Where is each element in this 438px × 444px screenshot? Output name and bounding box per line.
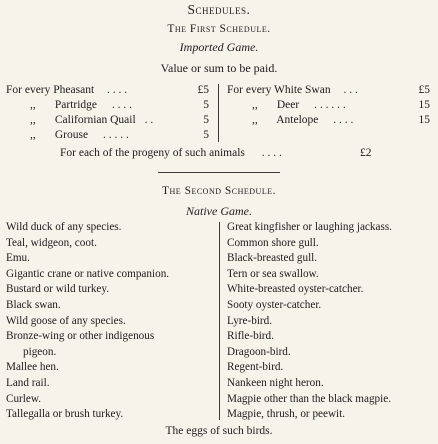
native-game-heading: Native Game. bbox=[186, 204, 252, 218]
second-schedule-right bbox=[227, 220, 437, 423]
list-item: Tern or sea swallow. bbox=[227, 267, 319, 280]
second-schedule-heading: The Second Schedule. bbox=[162, 185, 276, 197]
amount: £5 bbox=[197, 84, 209, 96]
list-item: Sooty oyster-catcher. bbox=[227, 298, 322, 311]
list-item: Great kingfisher or laughing jackass. bbox=[227, 221, 392, 233]
list-item: Black swan. bbox=[6, 298, 61, 311]
list-item: Wild goose of any species. bbox=[6, 314, 126, 327]
list-item: Nankeen night heron. bbox=[227, 376, 324, 389]
amount: 15 bbox=[418, 114, 430, 126]
list-item: Tallegalla or brush turkey. bbox=[6, 408, 124, 421]
column-divider bbox=[218, 84, 219, 142]
value-line: Value or sum to be paid. bbox=[160, 61, 278, 75]
section-rule bbox=[158, 172, 280, 173]
progeny-line: For each of the progeny of such animals . . . . bbox=[60, 147, 282, 159]
list-item: Dragoon-bird. bbox=[227, 345, 291, 358]
amount: 5 bbox=[203, 129, 209, 141]
list-item: Common shore gull. bbox=[227, 236, 319, 249]
amount: 15 bbox=[418, 99, 430, 111]
list-item: White-breasted oyster-catcher. bbox=[227, 283, 364, 296]
imported-game-heading: Imported Game. bbox=[179, 40, 259, 54]
left-row: ,, Partridge . . . . bbox=[30, 99, 133, 111]
list-item: Magpie other than the black magpie. bbox=[227, 392, 392, 405]
list-item: Black-breasted gull. bbox=[227, 252, 318, 265]
list-item: Wild duck of any species. bbox=[6, 221, 122, 233]
amount: 5 bbox=[203, 99, 209, 111]
footer-line: The eggs of such birds. bbox=[165, 425, 273, 437]
right-row: ,, Deer . . . . . . bbox=[252, 99, 346, 111]
list-item: Bronze-wing or other indigenous bbox=[6, 330, 155, 343]
list-item: Land rail. bbox=[6, 376, 50, 389]
list-item: Gigantic crane or native companion. bbox=[6, 267, 170, 280]
list-item: Rifle-bird. bbox=[227, 330, 274, 343]
list-item: Emu. bbox=[6, 252, 30, 265]
second-schedule-left bbox=[6, 220, 211, 423]
list-item: Teal, widgeon, coot. bbox=[6, 236, 97, 249]
list-item: Bustard or wild turkey. bbox=[6, 283, 110, 296]
right-row: ,, Antelope . . . . bbox=[252, 114, 354, 126]
right-row: For every White Swan . . . bbox=[227, 84, 358, 96]
list-item: Magpie, thrush, or peewit. bbox=[227, 408, 346, 421]
left-row: For every Pheasant . . . . bbox=[6, 84, 128, 96]
first-schedule-heading: The First Schedule. bbox=[167, 23, 271, 35]
column-divider bbox=[219, 222, 220, 420]
list-item: Lyre-bird. bbox=[227, 314, 273, 327]
left-row: ,, Grouse . . . . . bbox=[30, 129, 129, 141]
list-item: Curlew. bbox=[6, 392, 42, 405]
list-item: pigeon. bbox=[23, 345, 57, 358]
progeny-amount: £2 bbox=[360, 147, 372, 159]
amount: £5 bbox=[418, 84, 430, 96]
left-row: ,, Californian Quail . . bbox=[30, 114, 154, 126]
amount: 5 bbox=[203, 114, 209, 126]
list-item: Regent-bird. bbox=[227, 361, 284, 374]
schedules-heading: Schedules. bbox=[187, 2, 251, 17]
list-item: Mallee hen. bbox=[6, 361, 59, 374]
